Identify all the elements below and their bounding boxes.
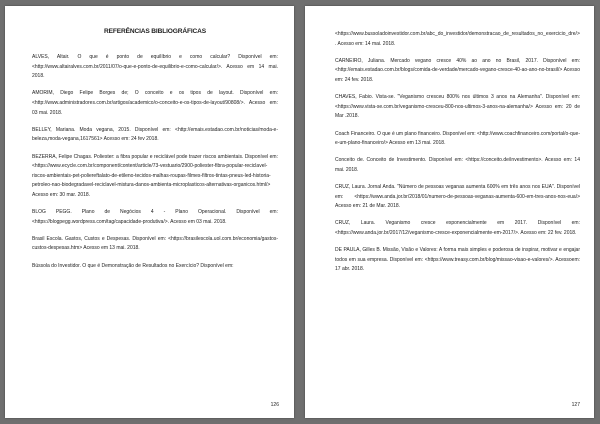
reference-entry: Coach Financeiro. O que é um plano financeiro. Disponível em: <http://www.coachfinanceiro.com/portal/o-que-e-um-plano-financeiro/> Acesso em 13 mai. 2018.	[335, 130, 580, 147]
page-number: 126	[270, 402, 279, 408]
page-title: REFERÊNCIAS BIBLIOGRÁFICAS	[104, 28, 206, 35]
reference-entry: BELLEY, Mariana. Moda vegana, 2015. Disponível em: <http://emais.estadao.com.br/noticias/moda-e-beleza,moda-vegana,1617561> Acesso em: 24 fev 2018.	[32, 126, 278, 143]
left-page	[5, 6, 294, 418]
reference-entry: BEZERRA, Felipe Chagas. Poliester: a fibra popular e reciclável pode trazer riscos ambientais. Disponível em: <https://www.ecycle.com.br/component/content/article/73-vestuario/2900-poliester-fibra-popular-reciclavel-riscos-ambientais-pet-poliereftalato-de-etileno-tecidos-malhas-roupas-filmes-filtros-tintas-pneus-led-historia-petroleo-nao-biodegradavel-reciclavel-mistura-danos-ambienta-microplasticos-alternativas-organicos.html/> Acesso em: 30 mar. 2018.	[32, 153, 278, 198]
right-page-content	[335, 30, 580, 283]
page-number: 127	[571, 402, 580, 408]
reference-entry: Bússola do Investidor. O que é Demonstração de Resultados no Exercício? Disponível em:	[32, 262, 234, 269]
reference-entry: AMORIM, Diego Felipe Borges de; O conceito e os tipos de layout. Disponível em: <http://www.administradores.com.br/artigos/academico/o-conceito-e-os-tipos-de-layout/90808/>. Acesso em: 03 mai. 2018.	[32, 90, 278, 116]
reference-entry: CRUZ, Laura. Jornal Anda. "Número de pessoas veganas aumenta 600% em três anos nos EUA". Disponível em: <https://www.anda.jor.br/2018/01/numero-de-pessoas-veganas-aumenta-600-em-tres-anos-nos-eua/> Acesso em: 21 de Mar. 2018.	[335, 184, 580, 210]
reference-entry: DE PAULA, Gilles B. Missão, Visão e Valores: A forma mais simples e poderosa de inspirar, motivar e engajar todos em sua empresa. Disponível em: <https://www.treasy.com.br/blog/missao-visao-e-valores/>. Acessoem: 17 abr. 2018.	[335, 247, 580, 273]
reference-entry: BLOG PEGG. Plano de Negócios 4 - Plano Operacional. Disponível em: <https://blogpegg.wordpress.com/tag/capacidade-produtiva/>. Acesso em 03 mai. 2018.	[32, 209, 278, 225]
left-page-content	[32, 24, 278, 279]
reference-entry: CRUZ, Laura. Veganismo cresce exponencialmente em 2017. Disponível em: <https://www.anda.jor.br/2017/12/veganismo-cresce-exponencialmente-em-2017/>. Acesso em: 22 fev. 2018.	[335, 220, 580, 237]
reference-entry: CHAVES, Fabio. Vista-se. "Veganismo cresceu 800% nos últimos 3 anos na Alemanha". Disponível em: <https://www.vista-se.com.br/veganismo-cresceu-800-nos-ultimos-3-anos-na-alemanha/> Acesso em: 20 de Mar .2018.	[335, 94, 580, 120]
reference-entry: Brasil Escola. Gastos, Custos e Despesas. Disponível em: <https://brasilescola.uol.com.br/economia/gastos-custos-despesas.htm> Acesso em 13 mai. 2018.	[32, 235, 278, 252]
reference-entry: ALVES, Altair. O que é ponto de equilíbrio e como calcular? Disponível em: <http://www.altairalves.com.br/2011/07/o-que-e-ponto-de-equilibrio-e-como-calcular/>. Acesso em 14 mai. 2018.	[32, 54, 278, 80]
right-page	[305, 6, 594, 418]
reference-entry: Conceito de. Conceito de Investimento. Disponível em: <https://conceito.de/investimento>. Acesso em: 14 mai. 2018.	[335, 157, 580, 173]
reference-entry: CARNEIRO, Juliana. Mercado vegano cresce 40% ao ano no Brasil, 2017. Disponível em: <http://emais.estadao.com.br/blogs/comida-de-verdade/mercado-vegano-cresce-40-ao-ano-no-brasil/> Acesso em: 24 fev. 2018.	[335, 57, 580, 83]
reference-entry: <https://www.bussoladoinvestidor.com.br/abc_do_investidor/demonstracao_de_resultados_no_exercicio_dre/>. Acesso em: 14 mai. 2018.	[335, 31, 580, 47]
